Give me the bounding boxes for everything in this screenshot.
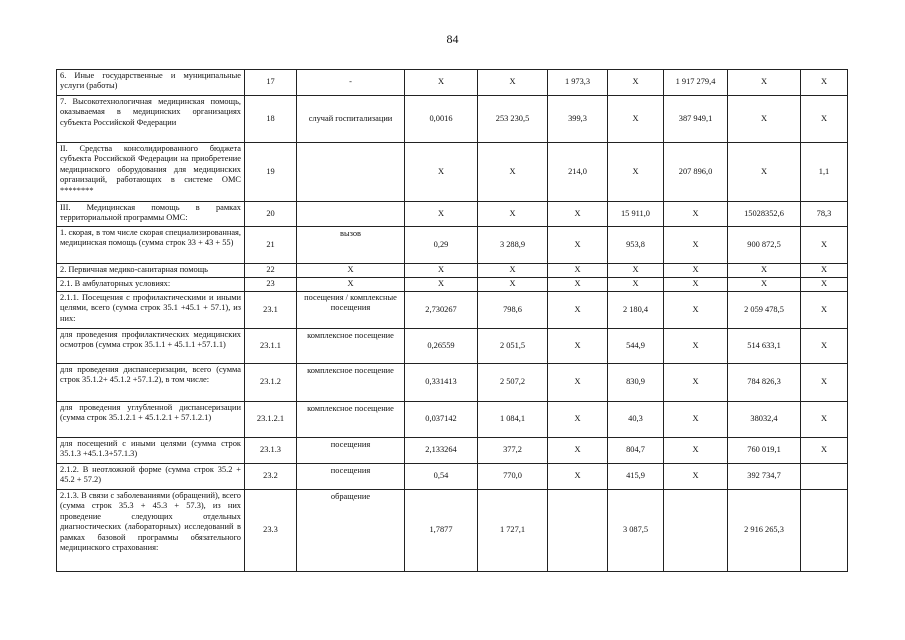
value-cell: Х [405,70,478,96]
value-cell: 760 019,1 [728,438,801,464]
unit-cell [297,202,405,227]
value-cell: 830,9 [608,364,664,402]
value-cell: Х [664,329,728,364]
value-cell: Х [608,278,664,292]
value-cell: 1 084,1 [478,402,548,438]
row-name: 2.1.1. Посещения с профилактическими и иными целями, всего (сумма строк 35.1 +45.1 + 57.1), из них: [57,292,245,329]
value-cell: 207 896,0 [664,143,728,202]
value-cell: Х [548,202,608,227]
value-cell: 2 916 265,3 [728,490,801,572]
value-cell: 387 949,1 [664,96,728,143]
table-row [57,70,848,96]
line-number: 23 [245,278,297,292]
value-cell: Х [801,96,848,143]
table-row [57,202,848,227]
value-cell: Х [664,292,728,329]
value-cell [801,464,848,490]
value-cell: Х [548,364,608,402]
value-cell: Х [801,227,848,264]
value-cell: Х [728,278,801,292]
value-cell: 3 288,9 [478,227,548,264]
value-cell: 0,26559 [405,329,478,364]
row-name: 1. скорая, в том числе скорая специализированная, медицинская помощь (сумма строк 33 + 43 + 55) [57,227,245,264]
value-cell: 900 872,5 [728,227,801,264]
value-cell: 2,133264 [405,438,478,464]
value-cell: Х [548,292,608,329]
value-cell: 2 507,2 [478,364,548,402]
value-cell: Х [478,202,548,227]
value-cell: 38032,4 [728,402,801,438]
value-cell: 2 180,4 [608,292,664,329]
table-row [57,264,848,278]
value-cell: Х [801,402,848,438]
value-cell: Х [664,364,728,402]
value-cell: 253 230,5 [478,96,548,143]
line-number: 18 [245,96,297,143]
unit-cell: комплексное посещение [297,364,405,402]
value-cell: Х [405,278,478,292]
page-number: 84 [446,32,459,46]
table-row [57,329,848,364]
table-row [57,227,848,264]
value-cell: 1 727,1 [478,490,548,572]
value-cell: 15 911,0 [608,202,664,227]
value-cell: Х [548,329,608,364]
value-cell: Х [801,264,848,278]
value-cell: Х [728,70,801,96]
value-cell: 0,0016 [405,96,478,143]
value-cell: Х [405,143,478,202]
value-cell [664,490,728,572]
line-number: 23.3 [245,490,297,572]
value-cell: 2 059 478,5 [728,292,801,329]
value-cell: Х [478,278,548,292]
row-name: 2.1. В амбулаторных условиях: [57,278,245,292]
value-cell: Х [548,264,608,278]
value-cell: Х [608,264,664,278]
value-cell: 214,0 [548,143,608,202]
value-cell: 1,1 [801,143,848,202]
line-number: 23.1.2.1 [245,402,297,438]
value-cell: 377,2 [478,438,548,464]
unit-cell: Х [297,264,405,278]
value-cell: 1 973,3 [548,70,608,96]
row-name: для проведения профилактических медицинских осмотров (сумма строк 35.1.1 + 45.1.1 +57.1.1) [57,329,245,364]
value-cell: Х [664,278,728,292]
row-name: 6. Иные государственные и муниципальные услуги (работы) [57,70,245,96]
value-cell: 392 734,7 [728,464,801,490]
value-cell: Х [548,438,608,464]
line-number: 17 [245,70,297,96]
value-cell: 415,9 [608,464,664,490]
row-name: III. Медицинская помощь в рамках территориальной программы ОМС: [57,202,245,227]
row-name: 2.1.3. В связи с заболеваниями (обращений), всего (сумма строк 35.3 + 45.3 + 57.3), из них проведение следующих отдельных диагностических (лабораторных) исследований в рамках базовой программы обязательного медицинского страхования: [57,490,245,572]
table-row [57,464,848,490]
value-cell: Х [478,70,548,96]
table-row [57,490,848,572]
table-row [57,292,848,329]
table-row [57,364,848,402]
row-name: 7. Высокотехнологичная медицинская помощь, оказываемая в медицинских организациях субъекта Российской Федерации [57,96,245,143]
line-number: 22 [245,264,297,278]
line-number: 21 [245,227,297,264]
value-cell: 784 826,3 [728,364,801,402]
value-cell: Х [801,278,848,292]
value-cell: 15028352,6 [728,202,801,227]
value-cell: Х [664,402,728,438]
unit-cell: посещения [297,438,405,464]
line-number: 19 [245,143,297,202]
row-name: для посещений с иными целями (сумма строк 35.1.3 +45.1.3+57.1.3) [57,438,245,464]
value-cell: Х [664,464,728,490]
unit-cell: комплексное посещение [297,402,405,438]
value-cell: 2,730267 [405,292,478,329]
row-name: 2. Первичная медико-санитарная помощь [57,264,245,278]
value-cell: Х [801,438,848,464]
row-name: для проведения углубленной диспансеризации (сумма строк 35.1.2.1 + 45.1.2.1 + 57.1.2.1) [57,402,245,438]
value-cell: 40,3 [608,402,664,438]
value-cell: 2 051,5 [478,329,548,364]
value-cell: Х [801,329,848,364]
value-cell: Х [478,264,548,278]
value-cell: 0,037142 [405,402,478,438]
value-cell: 3 087,5 [608,490,664,572]
financing-table [56,69,848,572]
value-cell: Х [728,143,801,202]
line-number: 20 [245,202,297,227]
value-cell: 544,9 [608,329,664,364]
value-cell: 0,29 [405,227,478,264]
unit-cell: Х [297,278,405,292]
value-cell: Х [801,70,848,96]
value-cell: 399,3 [548,96,608,143]
value-cell: Х [478,143,548,202]
value-cell: 1,7877 [405,490,478,572]
unit-cell: случай госпитализации [297,96,405,143]
value-cell: Х [664,438,728,464]
value-cell: Х [664,227,728,264]
value-cell: Х [608,70,664,96]
row-name: II. Средства консолидированного бюджета субъекта Российской Федерации на приобретение медицинского оборудования для медицинских организаций, работающих в системе ОМС ******** [57,143,245,202]
table-row [57,278,848,292]
value-cell: 78,3 [801,202,848,227]
value-cell: Х [664,202,728,227]
unit-cell: посещения [297,464,405,490]
line-number: 23.1.2 [245,364,297,402]
value-cell: Х [405,264,478,278]
value-cell: 0,331413 [405,364,478,402]
value-cell [801,490,848,572]
value-cell: Х [548,227,608,264]
row-name: для проведения диспансеризации, всего (сумма строк 35.1.2+ 45.1.2 +57.1.2), в том числе: [57,364,245,402]
line-number: 23.2 [245,464,297,490]
row-name: 2.1.2. В неотложной форме (сумма строк 35.2 + 45.2 + 57.2) [57,464,245,490]
value-cell: Х [728,96,801,143]
value-cell: 514 633,1 [728,329,801,364]
value-cell: Х [608,96,664,143]
value-cell: Х [405,202,478,227]
value-cell: Х [664,264,728,278]
value-cell: Х [548,464,608,490]
value-cell: Х [608,143,664,202]
value-cell: Х [801,364,848,402]
unit-cell: комплексное посещение [297,329,405,364]
unit-cell [297,143,405,202]
value-cell: Х [548,278,608,292]
table-row [57,143,848,202]
value-cell [548,490,608,572]
value-cell: 770,0 [478,464,548,490]
line-number: 23.1.1 [245,329,297,364]
table-row [57,438,848,464]
unit-cell: вызов [297,227,405,264]
value-cell: 804,7 [608,438,664,464]
table-row [57,402,848,438]
unit-cell: обращение [297,490,405,572]
value-cell: 0,54 [405,464,478,490]
table-row [57,96,848,143]
unit-cell: - [297,70,405,96]
value-cell: Х [801,292,848,329]
line-number: 23.1 [245,292,297,329]
value-cell: Х [548,402,608,438]
value-cell: 798,6 [478,292,548,329]
unit-cell: посещения / комплексные посещения [297,292,405,329]
line-number: 23.1.3 [245,438,297,464]
value-cell: 953,8 [608,227,664,264]
value-cell: Х [728,264,801,278]
value-cell: 1 917 279,4 [664,70,728,96]
